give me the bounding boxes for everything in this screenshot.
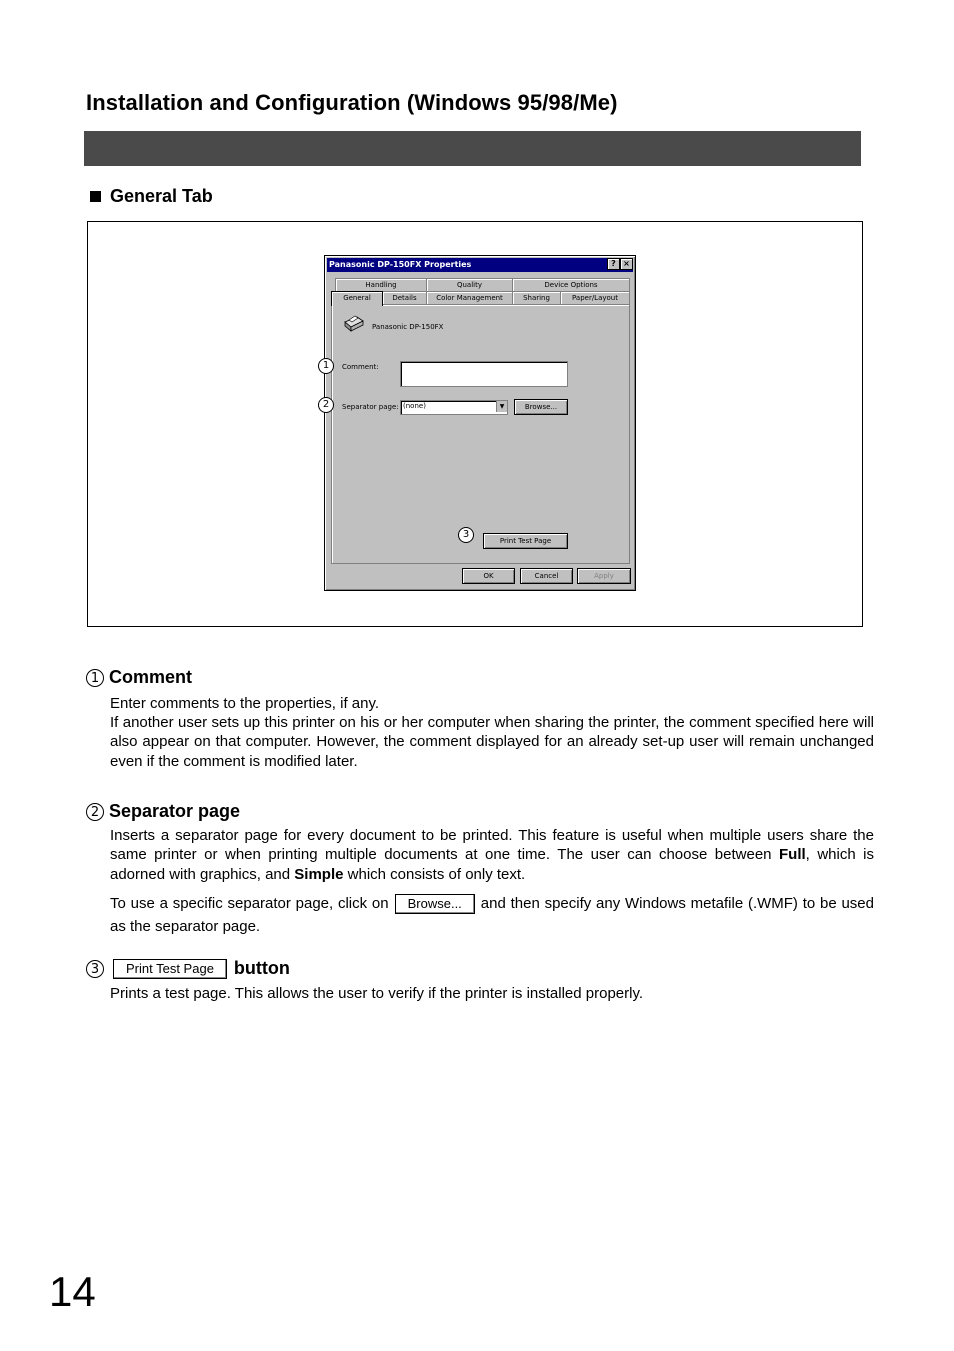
header-bar: [84, 131, 861, 166]
text-run: and then specify any Windows metafile (.WMF) to be used as the separator page.: [110, 895, 874, 935]
text-run: Inserts a separator page for every document to be printed. This feature is useful when multiple users share the same printer or when printing multiple documents at one time. The user can choose between: [110, 827, 874, 864]
separator-page-label: Separator page:: [342, 403, 399, 411]
tab-paper-layout[interactable]: Paper/Layout: [560, 291, 630, 304]
tab-color-management[interactable]: Color Management: [426, 291, 513, 304]
comment-input[interactable]: [400, 361, 568, 387]
item-number: 1: [86, 669, 104, 687]
print-test-heading: [86, 958, 290, 979]
close-button[interactable]: ×: [620, 258, 633, 270]
item-title: Comment: [109, 667, 193, 687]
tab-quality[interactable]: Quality: [426, 278, 513, 291]
comment-desc-2: If another user sets up this printer on his or her computer when sharing the printer, the comment specified here will also appear on that computer. However, the comment displayed for an already set-up user will remain unchanged even if the comment is modified later.: [110, 714, 874, 770]
separator-page-value: (none): [403, 402, 426, 410]
cancel-button[interactable]: Cancel: [520, 568, 573, 584]
separator-heading: [86, 801, 240, 822]
square-bullet-icon: [90, 191, 101, 202]
dialog-title: Panasonic DP-150FX Properties: [329, 260, 472, 269]
apply-button[interactable]: Apply: [577, 568, 631, 584]
callout-2: 2: [318, 397, 334, 413]
tab-sharing[interactable]: Sharing: [512, 291, 561, 304]
help-button[interactable]: ?: [607, 258, 620, 270]
item-title: button: [233, 958, 290, 978]
text-run: which consists of only text.: [343, 865, 526, 883]
tab-device-options[interactable]: Device Options: [512, 278, 630, 291]
text-run: To use a specific separator page, click on: [110, 895, 389, 912]
text-run: , which is adorned with graphics, and: [110, 846, 874, 883]
tab-details[interactable]: Details: [382, 291, 427, 304]
chevron-down-icon[interactable]: ▼: [496, 401, 507, 412]
tab-general[interactable]: General: [331, 291, 383, 306]
item-number: 2: [86, 803, 104, 821]
page-number: 14: [49, 1268, 96, 1315]
comment-heading: [86, 667, 192, 688]
dialog-title-bar: [327, 258, 633, 272]
page-title: Installation and Configuration (Windows 95/98/Me): [86, 90, 618, 115]
bold-full: Full: [779, 846, 806, 864]
browse-button[interactable]: Browse...: [514, 399, 568, 415]
callout-3: 3: [458, 527, 474, 543]
browse-inline-button: Browse...: [395, 894, 475, 914]
comment-label: Comment:: [342, 363, 379, 371]
properties-dialog: [324, 255, 636, 591]
ok-button[interactable]: OK: [462, 568, 515, 584]
item-title: Separator page: [109, 801, 241, 821]
item-number: 3: [86, 960, 104, 978]
callout-1: 1: [318, 358, 334, 374]
printer-icon: [342, 313, 364, 333]
general-panel: [331, 304, 630, 564]
section-label: General Tab: [110, 186, 213, 206]
separator-desc-2: [110, 892, 874, 938]
print-test-inline-button: Print Test Page: [113, 959, 227, 979]
tab-handling[interactable]: Handling: [335, 278, 427, 291]
section-heading: [90, 186, 213, 207]
print-test-desc: Prints a test page. This allows the user to verify if the printer is installed properly.: [110, 985, 644, 1002]
separator-page-select[interactable]: [400, 400, 508, 415]
printer-name: Panasonic DP-150FX: [372, 323, 444, 331]
print-test-page-button[interactable]: Print Test Page: [483, 533, 568, 549]
bold-simple: Simple: [294, 865, 344, 883]
comment-desc-1: Enter comments to the properties, if any.: [110, 695, 380, 712]
separator-desc-1: [110, 826, 874, 884]
